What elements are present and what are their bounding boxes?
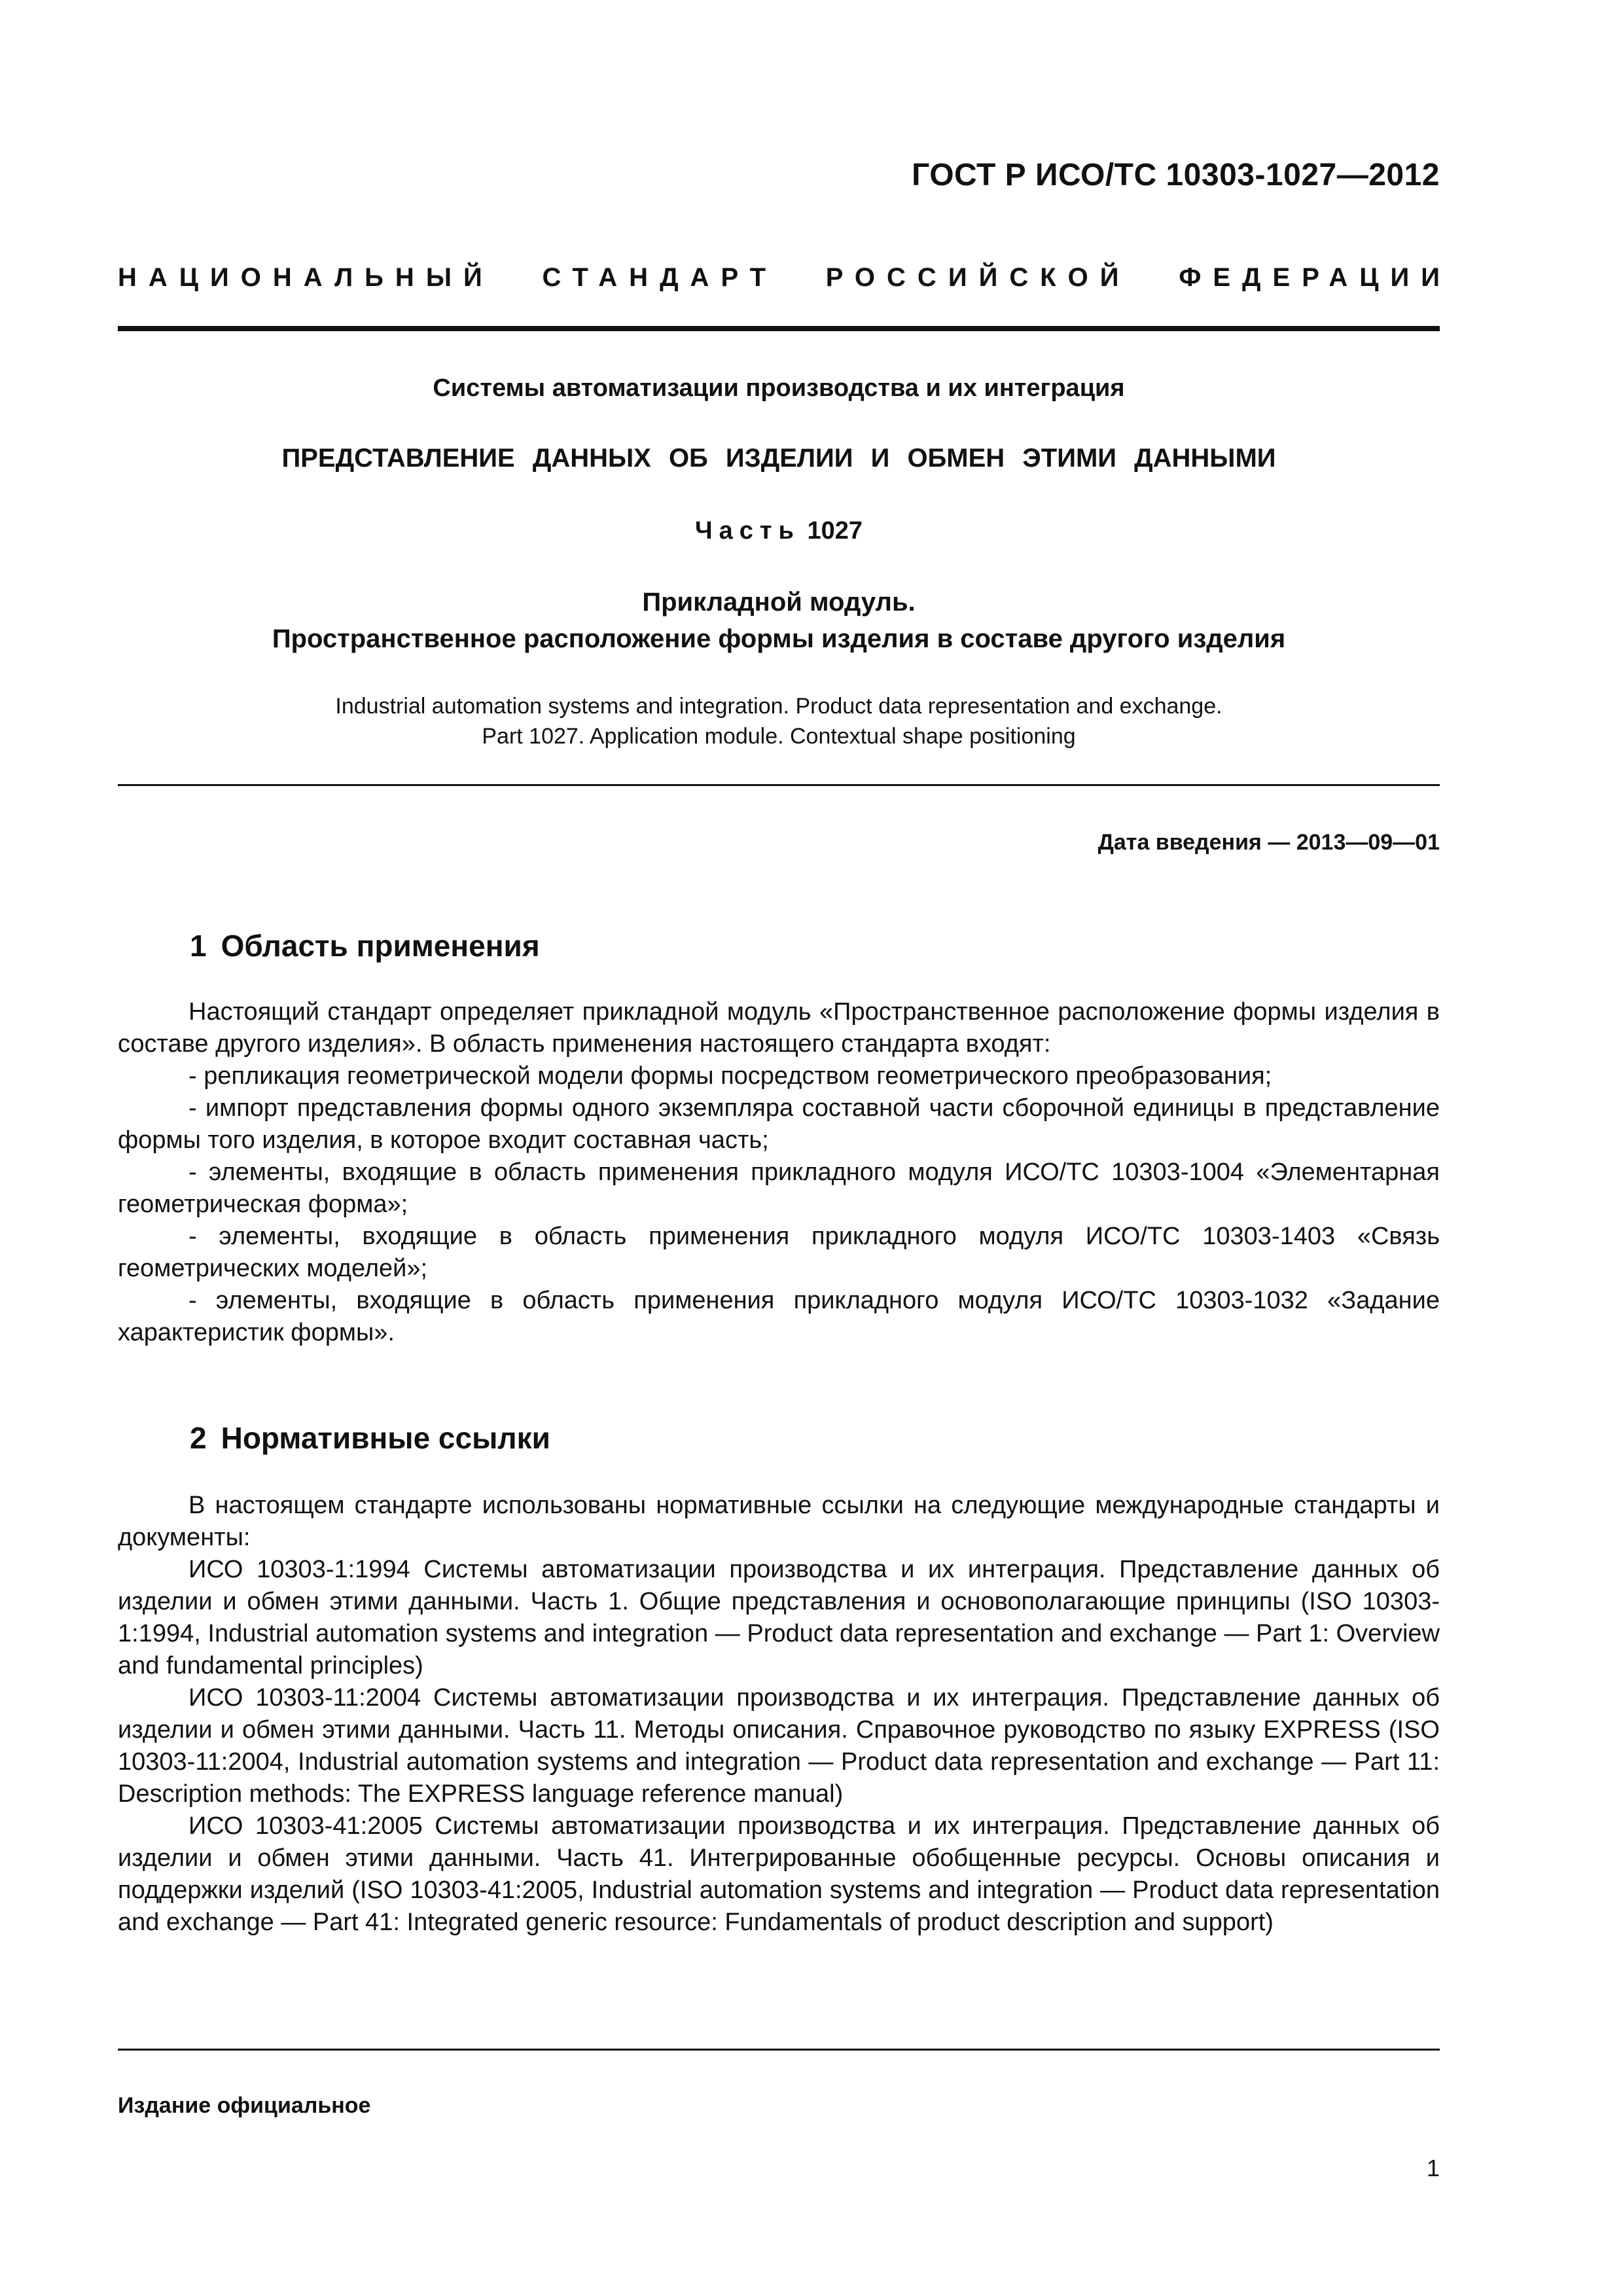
english-title-line-2: Part 1027. Application module. Contextual shape positioning [482,724,1076,749]
standard-code: ГОСТ Р ИСО/ТС 10303-1027—2012 [912,158,1440,192]
title-divider [118,784,1440,786]
english-title-line-1: Industrial automation systems and integration. Product data representation and exchange. [335,694,1222,719]
part-label: Часть [694,517,800,545]
section-1-body [118,996,1440,1349]
list-item: - импорт представления формы одного экземпляра составной части сборочной единицы в представление формы того изделия, в которое входит составная часть; [118,1094,1440,1154]
series-title: Системы автоматизации производства и их интеграция [433,374,1125,402]
banner-word: РОССИЙСКОЙ [825,263,1131,292]
footer-divider [118,2049,1440,2051]
part-number: 1027 [807,517,863,545]
main-title: ПРЕДСТАВЛЕНИЕ ДАННЫХ ОБ ИЗДЕЛИИ И ОБМЕН ЭТИМИ ДАННЫМИ [281,444,1276,473]
subtitle-line-2: Пространственное расположение формы изделия в составе другого изделия [272,624,1286,653]
list-item: - элементы, входящие в область применения прикладного модуля ИСО/ТС 10303-1004 «Элементарная геометрическая форма»; [118,1158,1440,1218]
banner-word: НАЦИОНАЛЬНЫЙ [118,263,494,292]
list-item: - элементы, входящие в область применения прикладного модуля ИСО/ТС 10303-1032 «Задание характеристик формы». [118,1287,1440,1346]
section-number: 2 [190,1421,207,1455]
reference-item: ИСО 10303-11:2004 Системы автоматизации производства и их интеграция. Представление данных об изделии и обмен этими данными. Часть 11. Методы описания. Справочное руководство по языку EXPRESS (ISO 10303-11:2004, Industrial automation systems and integration — Product data representation and exchange — Part 11: Description methods: The EXPRESS language reference manual) [118,1684,1440,1808]
section-title: Нормативные ссылки [221,1421,550,1455]
introduction-date: Дата введения — 2013—09—01 [1097,830,1440,855]
list-item: - репликация геометрической модели формы посредством геометрического преобразования; [188,1062,1272,1090]
subtitle-line-1: Прикладной модуль. [642,588,916,617]
section-number: 1 [190,929,207,963]
section-2-body [118,1490,1440,1939]
banner-word: СТАНДАРТ [542,263,778,292]
reference-item: ИСО 10303-1:1994 Системы автоматизации производства и их интеграция. Представление данных об изделии и обмен этими данными. Часть 1. Общие представления и основополагающие принципы (ISO 10303-1:1994, Industrial automation systems and integration — Product data representation and exchange — Part 1: Overview and fundamental principles) [118,1556,1440,1679]
section-1-heading [190,928,540,963]
page-number: 1 [1426,2155,1440,2181]
official-edition-label: Издание официальное [118,2093,371,2118]
national-standard-banner [118,263,1452,293]
paragraph: В настоящем стандарте использованы нормативные ссылки на следующие международные стандарты и документы: [118,1492,1440,1551]
banner-word: ФЕДЕРАЦИИ [1179,263,1452,292]
paragraph: Настоящий стандарт определяет прикладной модуль «Пространственное расположение формы изделия в составе другого изделия». В область применения настоящего стандарта входят: [118,998,1440,1058]
header-divider [118,326,1440,331]
section-2-heading [190,1420,550,1456]
part-title [118,517,1440,545]
list-item: - элементы, входящие в область применения прикладного модуля ИСО/ТС 10303-1403 «Связь геометрических моделей»; [118,1223,1440,1282]
reference-item: ИСО 10303-41:2005 Системы автоматизации производства и их интеграция. Представление данных об изделии и обмен этими данными. Часть 41. Интегрированные обобщенные ресурсы. Основы описания и поддержки изделий (ISO 10303-41:2005, Industrial automation systems and integration — Product data representation and exchange — Part 41: Integrated generic resource: Fundamentals of product description and support) [118,1812,1440,1936]
section-title: Область применения [221,929,540,963]
